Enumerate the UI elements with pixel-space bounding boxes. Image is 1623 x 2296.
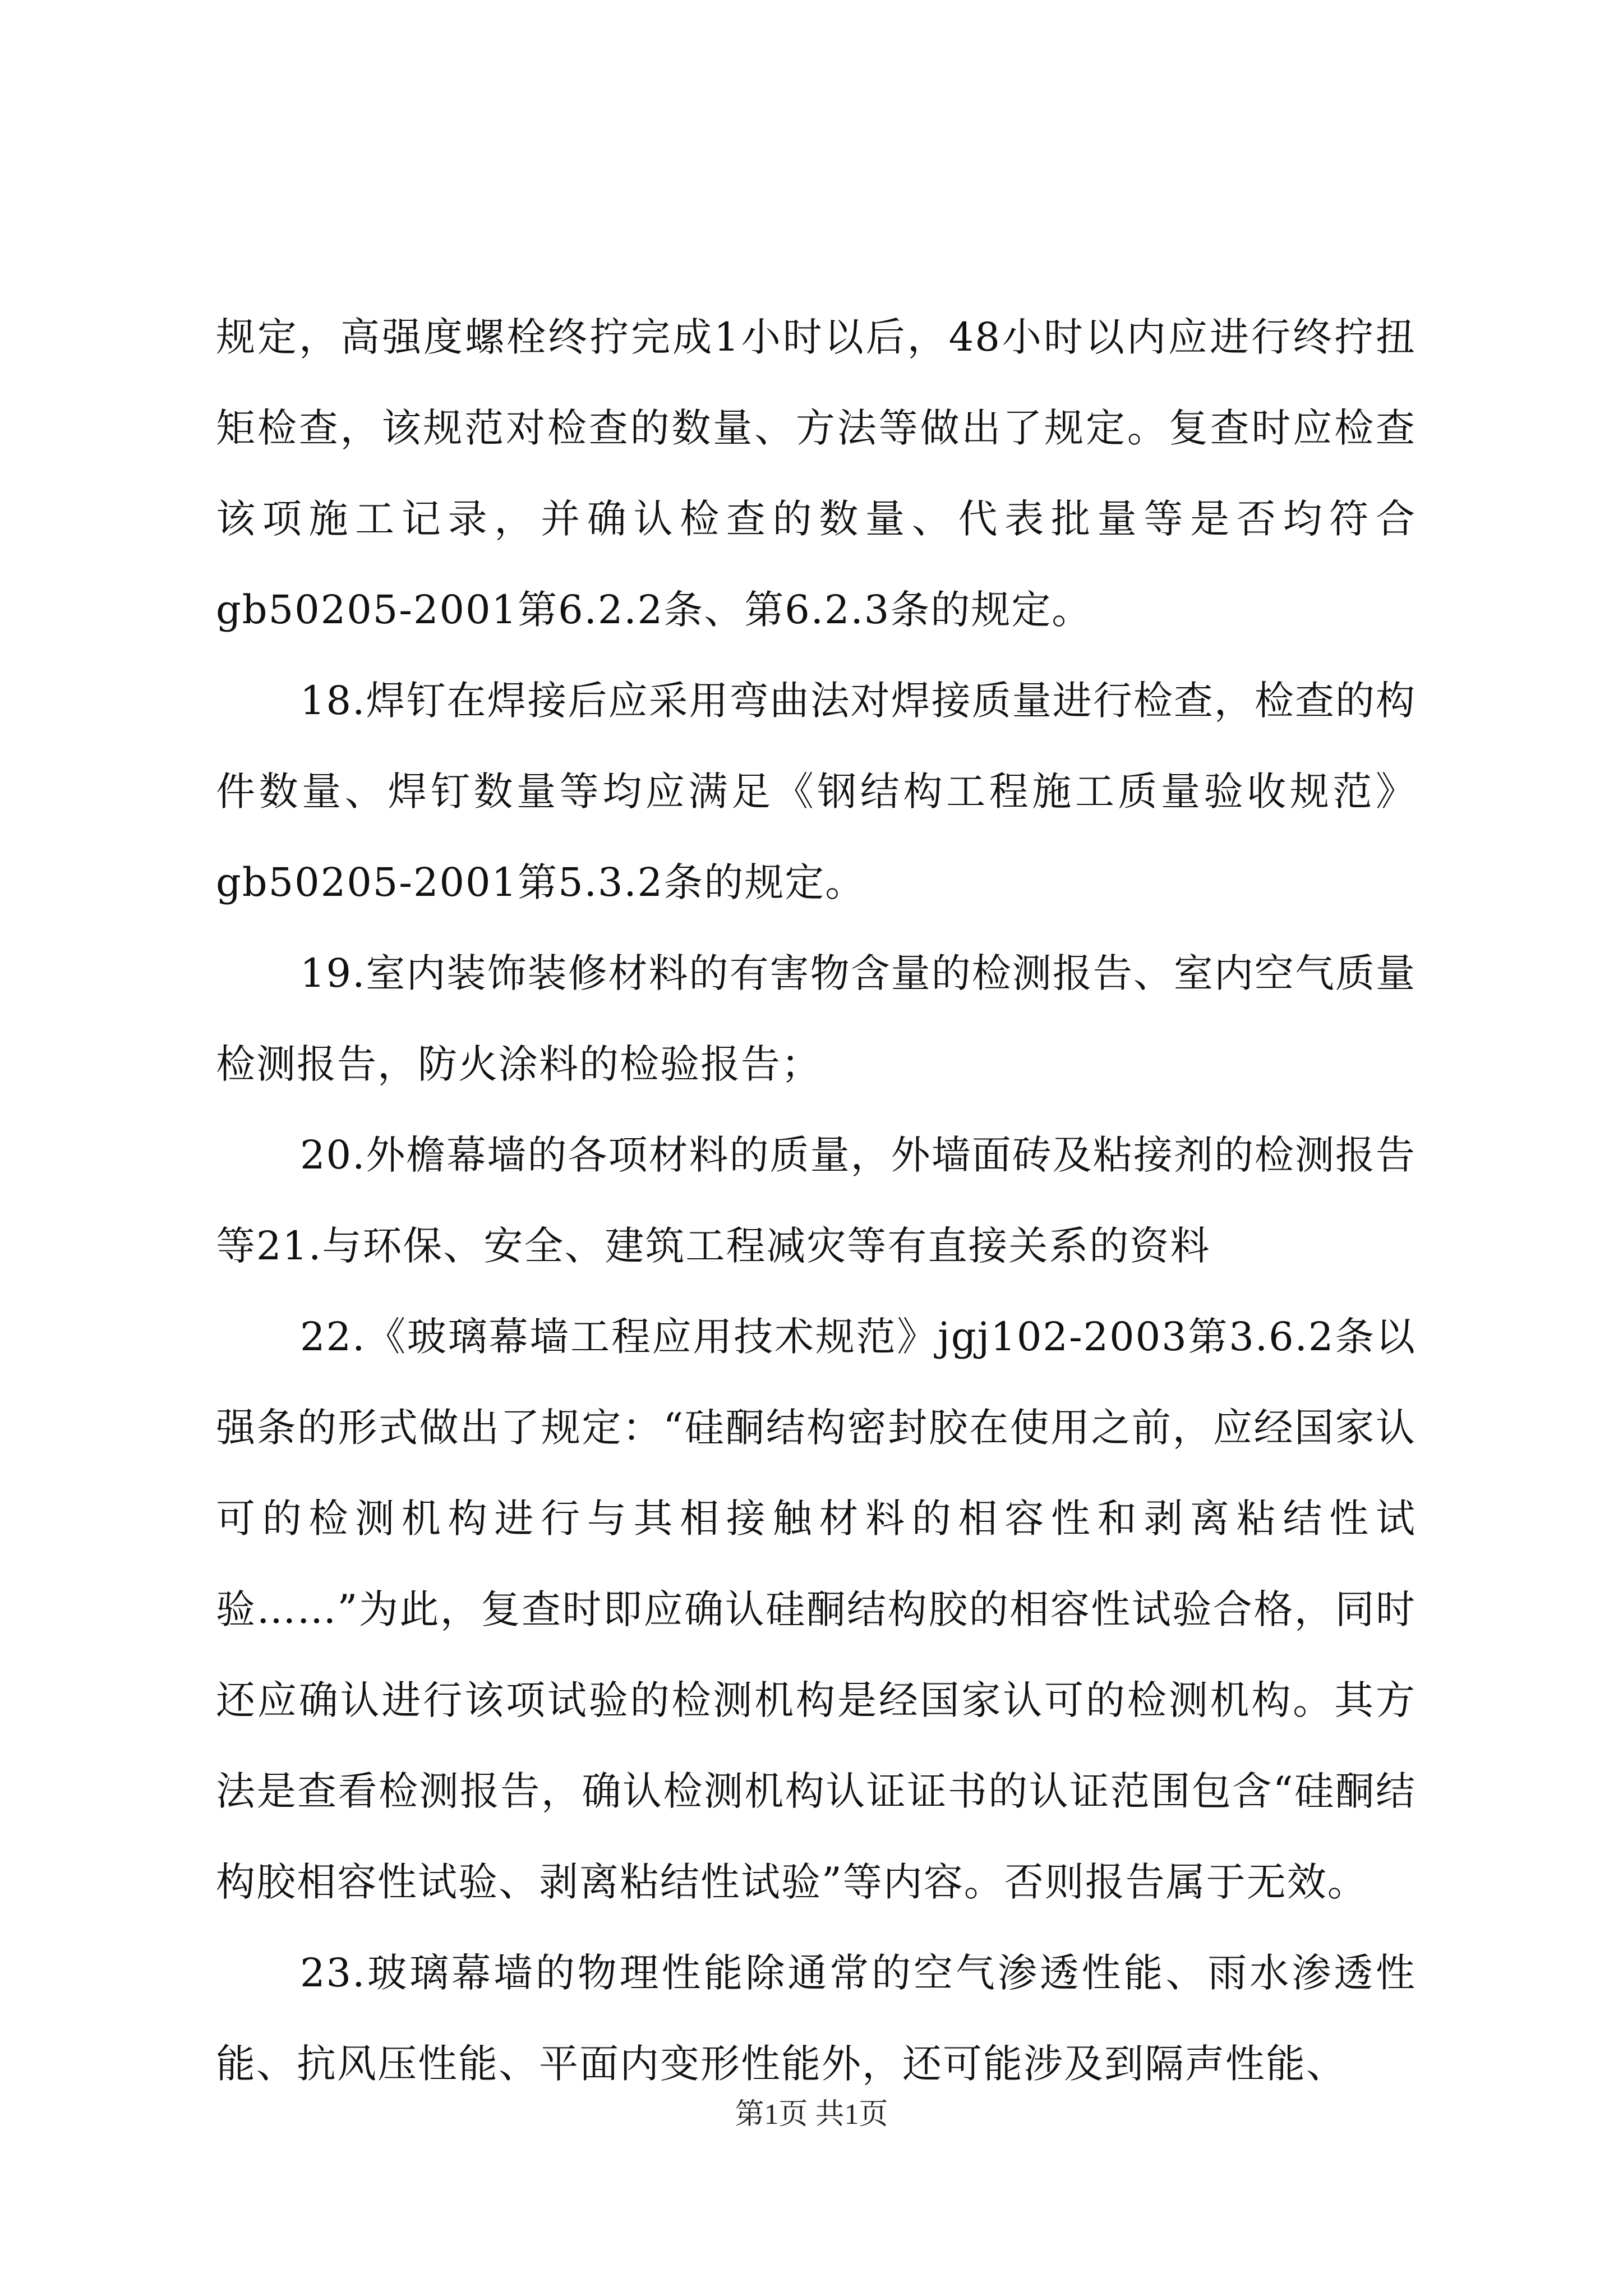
page-footer: 第1页 共1页 [735,2099,888,2131]
paragraph-item-22: 22.《玻璃幕墙工程应用技术规范》jgj102-2003第3.6.2条以强条的形式做出了规定：“硅酮结构密封胶在使用之前，应经国家认可的检测机构进行与其相接触材料的相容性和剥离粘结性试验……”为此，复查时即应确认硅酮结构胶的相容性试验合格，同时还应确认进行该项试验的检测机构是经国家认可的检测机构。其方法是查看检测报告，确认检测机构认证证书的认证范围包含“硅酮结构胶相容性试验、剥离粘结性试验”等内容。否则报告属于无效。 [216,1314,1416,1905]
paragraph-item-18: 18.焊钉在焊接后应采用弯曲法对焊接质量进行检查，检查的构件数量、焊钉数量等均应满足《钢结构工程施工质量验收规范》gb50205-2001第5.3.2条的规定。 [216,678,1416,905]
paragraph-item-19: 19.室内装饰装修材料的有害物含量的检测报告、室内空气质量检测报告，防火涂料的检验报告； [216,950,1416,1087]
document-body [216,292,1416,2109]
paragraph-continuation: 规定，高强度螺栓终拧完成1小时以后，48小时以内应进行终拧扭矩检查，该规范对检查的数量、方法等做出了规定。复查时应检查该项施工记录，并确认检查的数量、代表批量等是否均符合gb50205-2001第6.2.2条、第6.2.3条的规定。 [216,314,1416,633]
paragraph-item-20-21: 20.外檐幕墙的各项材料的质量，外墙面砖及粘接剂的检测报告等21.与环保、安全、建筑工程减灾等有直接关系的资料 [216,1132,1416,1269]
paragraph-item-23: 23.玻璃幕墙的物理性能除通常的空气渗透性能、雨水渗透性能、抗风压性能、平面内变形性能外，还可能涉及到隔声性能、 [216,1950,1416,2087]
